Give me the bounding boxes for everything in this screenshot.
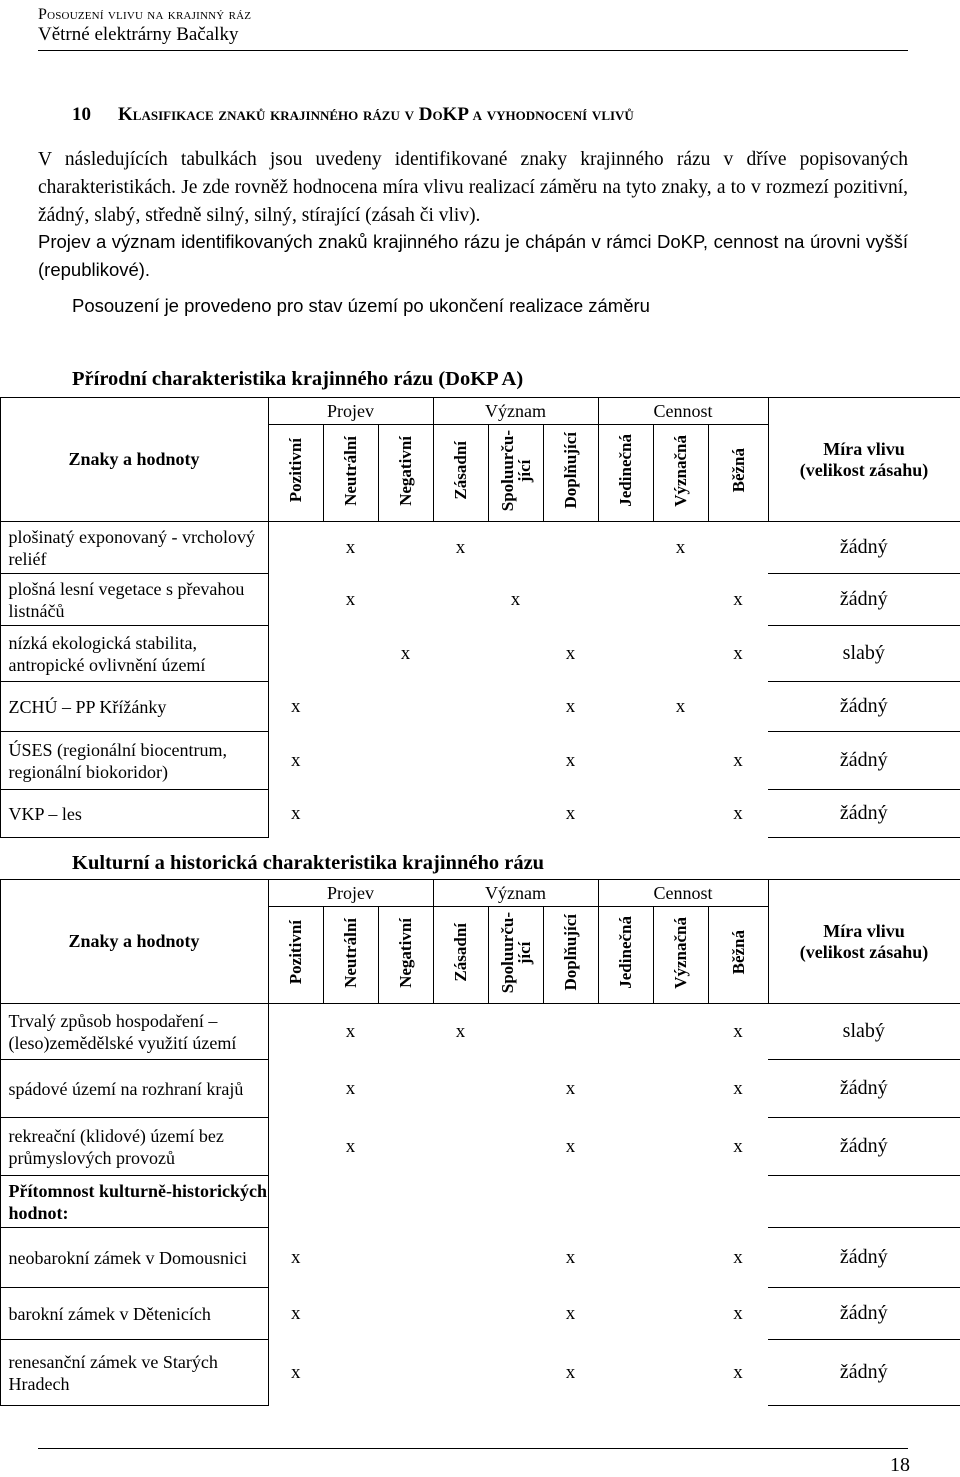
column-header-8 [708,425,768,522]
mark-cell: x [345,1077,356,1099]
table-row [0,1118,960,1176]
mark-cell: x [291,802,301,824]
mark-cell [488,1176,543,1228]
mark-cell: x [733,749,743,771]
mark-cell: x [291,749,301,771]
mark-cell: x [733,1361,743,1383]
mark-cell [378,732,433,790]
column-header-4 [488,907,543,1004]
mark-cell: x [565,1077,576,1099]
impact-cell: slabý [768,1004,960,1060]
column-header-impact [768,398,960,522]
mark-cell [488,1228,543,1288]
mark-cell [653,1176,708,1228]
column-header-label: Jedinečná [616,916,636,989]
mark-cell [598,682,653,732]
mark-cell [378,574,433,626]
mark-cell [323,1288,378,1340]
mark-cell: x [345,1135,356,1157]
mark-cell [378,1176,433,1228]
mark-cell [378,1340,433,1406]
row-label: rekreační (klidové) území bez průmyslových provozů [0,1118,268,1176]
mark-cell: x [345,1020,356,1042]
mark-cell [488,1060,543,1118]
page-number: 18 [890,1454,910,1476]
mark-cell [653,1228,708,1288]
mark-cell: x [455,1020,466,1042]
mark-cell: x [565,1361,576,1383]
column-header-label: Zásadní [451,923,470,982]
column-group-projev: Projev [268,880,433,907]
impact-cell: žádný [768,574,960,626]
mark-cell: x [733,1135,743,1157]
mark-cell [598,1060,653,1118]
mark-cell: x [345,588,356,610]
mark-cell [488,522,543,574]
table1-title: Přírodní charakteristika krajinného rázu (DoKP A) [72,368,524,390]
mark-cell: x [733,1246,743,1268]
column-header-label: Význačná [671,434,691,507]
mark-cell [433,790,488,838]
mark-cell [488,732,543,790]
mark-cell [378,1004,433,1060]
impact-cell [768,1176,960,1228]
mark-cell [598,1228,653,1288]
mark-cell: x [675,536,686,558]
mark-cell [433,732,488,790]
column-header-label: Spoluurču- jící [497,911,534,994]
row-label: plošná lesní vegetace s převahou listnáčů [0,574,268,626]
header-rule [38,50,908,51]
mark-cell [653,1340,708,1406]
row-label: Trvalý způsob hospodaření – (leso)zemědělské využití území [0,1004,268,1060]
mark-cell [598,1340,653,1406]
row-label: ÚSES (regionální biocentrum, regionální biokoridor) [0,732,268,790]
mark-cell [433,1340,488,1406]
chapter-number: 10 [72,104,91,125]
mark-cell [598,1288,653,1340]
column-group-vyznam: Význam [433,398,598,425]
mark-cell [488,790,543,838]
row-label: barokní zámek v Dětenicích [0,1288,268,1340]
mark-cell: x [733,1302,743,1324]
mark-cell: x [565,642,576,664]
mark-cell: x [733,802,743,824]
column-header-7 [653,425,708,522]
mark-cell: x [565,695,576,717]
mark-cell [378,682,433,732]
mark-cell [708,522,768,574]
mark-cell: x [510,588,521,610]
mark-cell [488,1288,543,1340]
column-header-3 [433,425,488,522]
column-group-cennost: Cennost [598,398,768,425]
row-label: spádové území na rozhraní krajů [0,1060,268,1118]
mark-cell [433,1118,488,1176]
running-header-title: Posouzení vlivu na krajinný ráz [38,6,252,23]
column-header-2 [378,425,433,522]
mark-cell: x [291,695,301,717]
column-group-cennost: Cennost [598,880,768,907]
column-header-5 [543,425,598,522]
mark-cell [378,790,433,838]
mark-cell [268,574,323,626]
column-header-label: Neutrální [341,435,360,506]
column-header-label: Doplňující [561,914,580,991]
mark-cell [543,1176,598,1228]
mark-cell [488,1118,543,1176]
mark-cell [378,1118,433,1176]
mark-cell: x [400,642,411,664]
mark-cell [323,626,378,682]
table-row [0,1004,960,1060]
table-row [0,1060,960,1118]
mark-cell [598,574,653,626]
row-label: plošinatý exponovaný - vrcholový reliéf [0,522,268,574]
row-label: renesanční zámek ve Starých Hradech [0,1340,268,1406]
mark-cell [268,1004,323,1060]
impact-cell: žádný [768,682,960,732]
intro-paragraph: V následujících tabulkách jsou uvedeny identifikované znaky krajinného rázu v dříve popisovaných charakteristikách. Je zde rovněž hodnocena míra vlivu realizací záměru na tyto znaky, a to v rozmezí pozitivní, žádný, slabý, středně silný, silný, stírající (zásah či vliv). [38,149,908,226]
mark-cell [433,626,488,682]
column-header-znaky: Znaky a hodnoty [0,398,268,522]
table-row [0,732,960,790]
column-header-0 [268,907,323,1004]
mark-cell [653,1118,708,1176]
column-header-8 [708,907,768,1004]
mark-cell [488,1004,543,1060]
column-header-3 [433,907,488,1004]
mark-cell [378,522,433,574]
mark-cell [323,790,378,838]
mark-cell [708,1176,768,1228]
mark-cell [598,1118,653,1176]
mark-cell [433,574,488,626]
row-label: Přítomnost kulturně-historických hodnot: [0,1176,268,1228]
table-row [0,522,960,574]
column-header-5 [543,907,598,1004]
chapter-heading [72,104,634,126]
table-row [0,790,960,838]
table2-title: Kulturní a historická charakteristika krajinného rázu [72,852,545,874]
table-row [0,1340,960,1406]
mark-cell: x [565,1135,576,1157]
mark-cell [433,682,488,732]
mark-cell [598,522,653,574]
cultural-characteristics-table [0,879,960,1406]
column-header-label: Jedinečná [616,434,636,507]
column-group-vyznam: Význam [433,880,598,907]
mark-cell [323,1176,378,1228]
mark-cell [598,790,653,838]
column-header-4 [488,425,543,522]
mark-cell [268,626,323,682]
column-header-label: Spoluurču- jící [497,429,534,512]
impact-label: Míra vlivu [823,920,905,941]
mark-cell [598,626,653,682]
impact-cell: žádný [768,1340,960,1406]
mark-cell [653,1288,708,1340]
column-header-1 [323,425,378,522]
mark-cell [598,732,653,790]
chapter-title: Klasifikace znaků krajinného rázu v DoKP a vyhodnocení vlivů [118,104,634,125]
mark-cell [653,732,708,790]
impact-cell: žádný [768,1288,960,1340]
mark-cell [543,522,598,574]
mark-cell: x [455,536,466,558]
mark-cell: x [291,1246,301,1268]
scope-paragraph: Projev a význam identifikovaných znaků krajinného rázu je chápán v rámci DoKP, cennost na úrovni vyšší (republikové). [38,231,908,280]
impact-cell: žádný [768,522,960,574]
mark-cell [323,1228,378,1288]
impact-cell: žádný [768,1118,960,1176]
mark-cell [653,574,708,626]
mark-cell [543,1004,598,1060]
row-label: VKP – les [0,790,268,838]
mark-cell [268,522,323,574]
mark-cell: x [345,536,356,558]
mark-cell: x [291,1361,301,1383]
impact-cell: žádný [768,1228,960,1288]
column-header-0 [268,425,323,522]
natural-characteristics-table [0,397,960,838]
column-header-label: Negativní [396,435,415,506]
column-header-impact [768,880,960,1004]
column-header-znaky: Znaky a hodnoty [0,880,268,1004]
mark-cell: x [565,749,576,771]
mark-cell [268,1060,323,1118]
mark-cell [543,574,598,626]
mark-cell [598,1004,653,1060]
mark-cell [323,1340,378,1406]
mark-cell [433,1060,488,1118]
mark-cell [268,1118,323,1176]
impact-label: Míra vlivu [823,438,905,459]
column-header-label: Význačná [671,916,691,989]
row-label: ZCHÚ – PP Křížánky [0,682,268,732]
impact-cell: žádný [768,732,960,790]
impact-cell: žádný [768,790,960,838]
column-header-label: Zásadní [451,441,470,500]
mark-cell [433,1176,488,1228]
mark-cell [653,1004,708,1060]
mark-cell [323,732,378,790]
assessment-note: Posouzení je provedeno pro stav území po ukončení realizace záměru [72,295,650,316]
table-row [0,682,960,732]
mark-cell: x [733,1020,743,1042]
mark-cell [488,682,543,732]
mark-cell [378,1060,433,1118]
column-header-label: Negativní [396,917,415,988]
column-header-label: Pozitivní [286,920,305,985]
running-header-subtitle: Větrné elektrárny Bačalky [38,24,239,45]
impact-sublabel: (velikost zásahu) [799,941,929,962]
impact-cell: slabý [768,626,960,682]
mark-cell [323,682,378,732]
column-header-label: Běžná [728,448,748,493]
column-header-label: Doplňující [561,432,580,509]
column-header-label: Běžná [728,930,748,975]
mark-cell: x [565,1302,576,1324]
mark-cell: x [565,802,576,824]
mark-cell [653,790,708,838]
mark-cell [708,682,768,732]
column-group-projev: Projev [268,398,433,425]
mark-cell [488,1340,543,1406]
mark-cell [433,1288,488,1340]
table-row [0,1228,960,1288]
column-header-1 [323,907,378,1004]
column-header-6 [598,907,653,1004]
column-header-label: Pozitivní [286,438,305,503]
row-label: neobarokní zámek v Domousnici [0,1228,268,1288]
column-header-6 [598,425,653,522]
column-header-2 [378,907,433,1004]
mark-cell: x [733,588,743,610]
table-row [0,1288,960,1340]
table-row [0,626,960,682]
table-row [0,574,960,626]
impact-cell: žádný [768,1060,960,1118]
mark-cell [378,1288,433,1340]
mark-cell: x [733,1077,743,1099]
mark-cell: x [675,695,686,717]
mark-cell [268,1176,323,1228]
mark-cell [433,1228,488,1288]
mark-cell: x [291,1302,301,1324]
mark-cell: x [733,642,743,664]
mark-cell [378,1228,433,1288]
mark-cell: x [565,1246,576,1268]
column-header-label: Neutrální [341,917,360,988]
row-label: nízká ekologická stabilita, antropické ovlivnění území [0,626,268,682]
mark-cell [653,1060,708,1118]
mark-cell [488,626,543,682]
column-header-7 [653,907,708,1004]
footer-rule [38,1448,908,1449]
mark-cell [653,626,708,682]
table-row [0,1176,960,1228]
impact-sublabel: (velikost zásahu) [799,459,929,480]
mark-cell [598,1176,653,1228]
